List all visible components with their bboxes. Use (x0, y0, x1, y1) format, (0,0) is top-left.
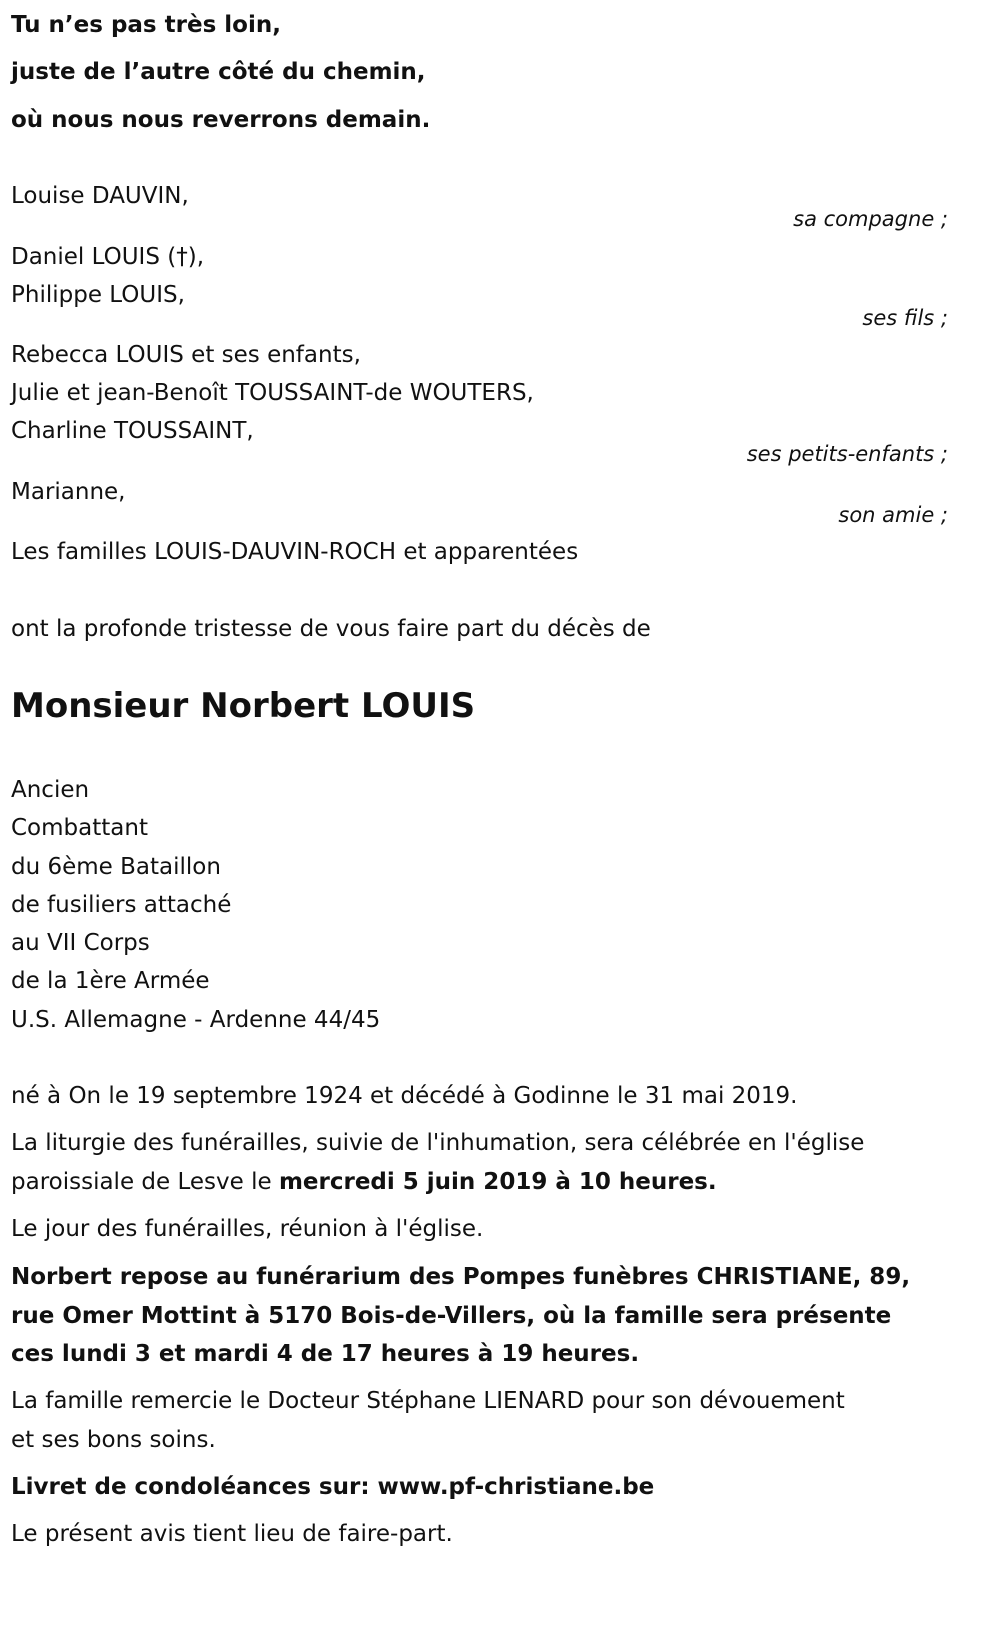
family-member: Les familles LOUIS-DAUVIN-ROCH et apparentées (11, 539, 579, 565)
liturgy-date: mercredi 5 juin 2019 à 10 heures. (278, 1169, 717, 1195)
relation-label: ses fils ; (862, 306, 948, 330)
thanks-line: La famille remercie le Docteur Stéphane LIENARD pour son dévouement (11, 1388, 845, 1414)
family-member: Philippe LOUIS, (11, 282, 185, 308)
bio-line: U.S. Allemagne - Ardenne 44/45 (11, 1007, 381, 1033)
poem-line: où nous nous reverrons demain. (11, 107, 431, 133)
notice: Le présent avis tient lieu de faire-part. (11, 1521, 453, 1547)
bio-line: de fusiliers attaché (11, 892, 232, 918)
announcement: ont la profonde tristesse de vous faire part du décès de (11, 616, 651, 642)
liturgy-line: La liturgie des funérailles, suivie de l'inhumation, sera célébrée en l'église (11, 1130, 865, 1156)
family-member: Louise DAUVIN, (11, 183, 189, 209)
family-member: Daniel LOUIS (†), (11, 244, 205, 270)
condolences (11, 1468, 654, 1506)
condolences-link[interactable]: www.pf-christiane.be (377, 1474, 655, 1500)
family-member: Marianne, (11, 479, 126, 505)
poem-line: juste de l’autre côté du chemin, (11, 59, 426, 85)
repose-line: rue Omer Mottint à 5170 Bois-de-Villers, où la famille sera présente (11, 1303, 892, 1329)
deceased-name: Monsieur Norbert LOUIS (11, 686, 476, 726)
family-member: Julie et jean-Benoît TOUSSAINT-de WOUTERS, (11, 380, 534, 406)
bio-line: de la 1ère Armée (11, 968, 210, 994)
bio-line: du 6ème Bataillon (11, 854, 221, 880)
condolences-label: Livret de condoléances sur: (11, 1474, 378, 1500)
liturgy-place: paroissiale de Lesve le (11, 1169, 279, 1195)
family-member: Rebecca LOUIS et ses enfants, (11, 342, 361, 368)
poem-line: Tu n’es pas très loin, (11, 12, 281, 38)
repose-line: Norbert repose au funérarium des Pompes funèbres CHRISTIANE, 89, (11, 1264, 911, 1290)
repose-line: ces lundi 3 et mardi 4 de 17 heures à 19 heures. (11, 1341, 640, 1367)
thanks-line: et ses bons soins. (11, 1427, 216, 1453)
reunion: Le jour des funérailles, réunion à l'église. (11, 1216, 484, 1242)
family-member: Charline TOUSSAINT, (11, 418, 254, 444)
relation-label: son amie ; (838, 503, 948, 527)
bio-line: Combattant (11, 815, 148, 841)
liturgy-line (11, 1163, 717, 1201)
bio-line: au VII Corps (11, 930, 150, 956)
birth-death: né à On le 19 septembre 1924 et décédé à Godinne le 31 mai 2019. (11, 1083, 798, 1109)
relation-label: sa compagne ; (793, 207, 948, 231)
bio-line: Ancien (11, 777, 90, 803)
relation-label: ses petits-enfants ; (746, 442, 948, 466)
